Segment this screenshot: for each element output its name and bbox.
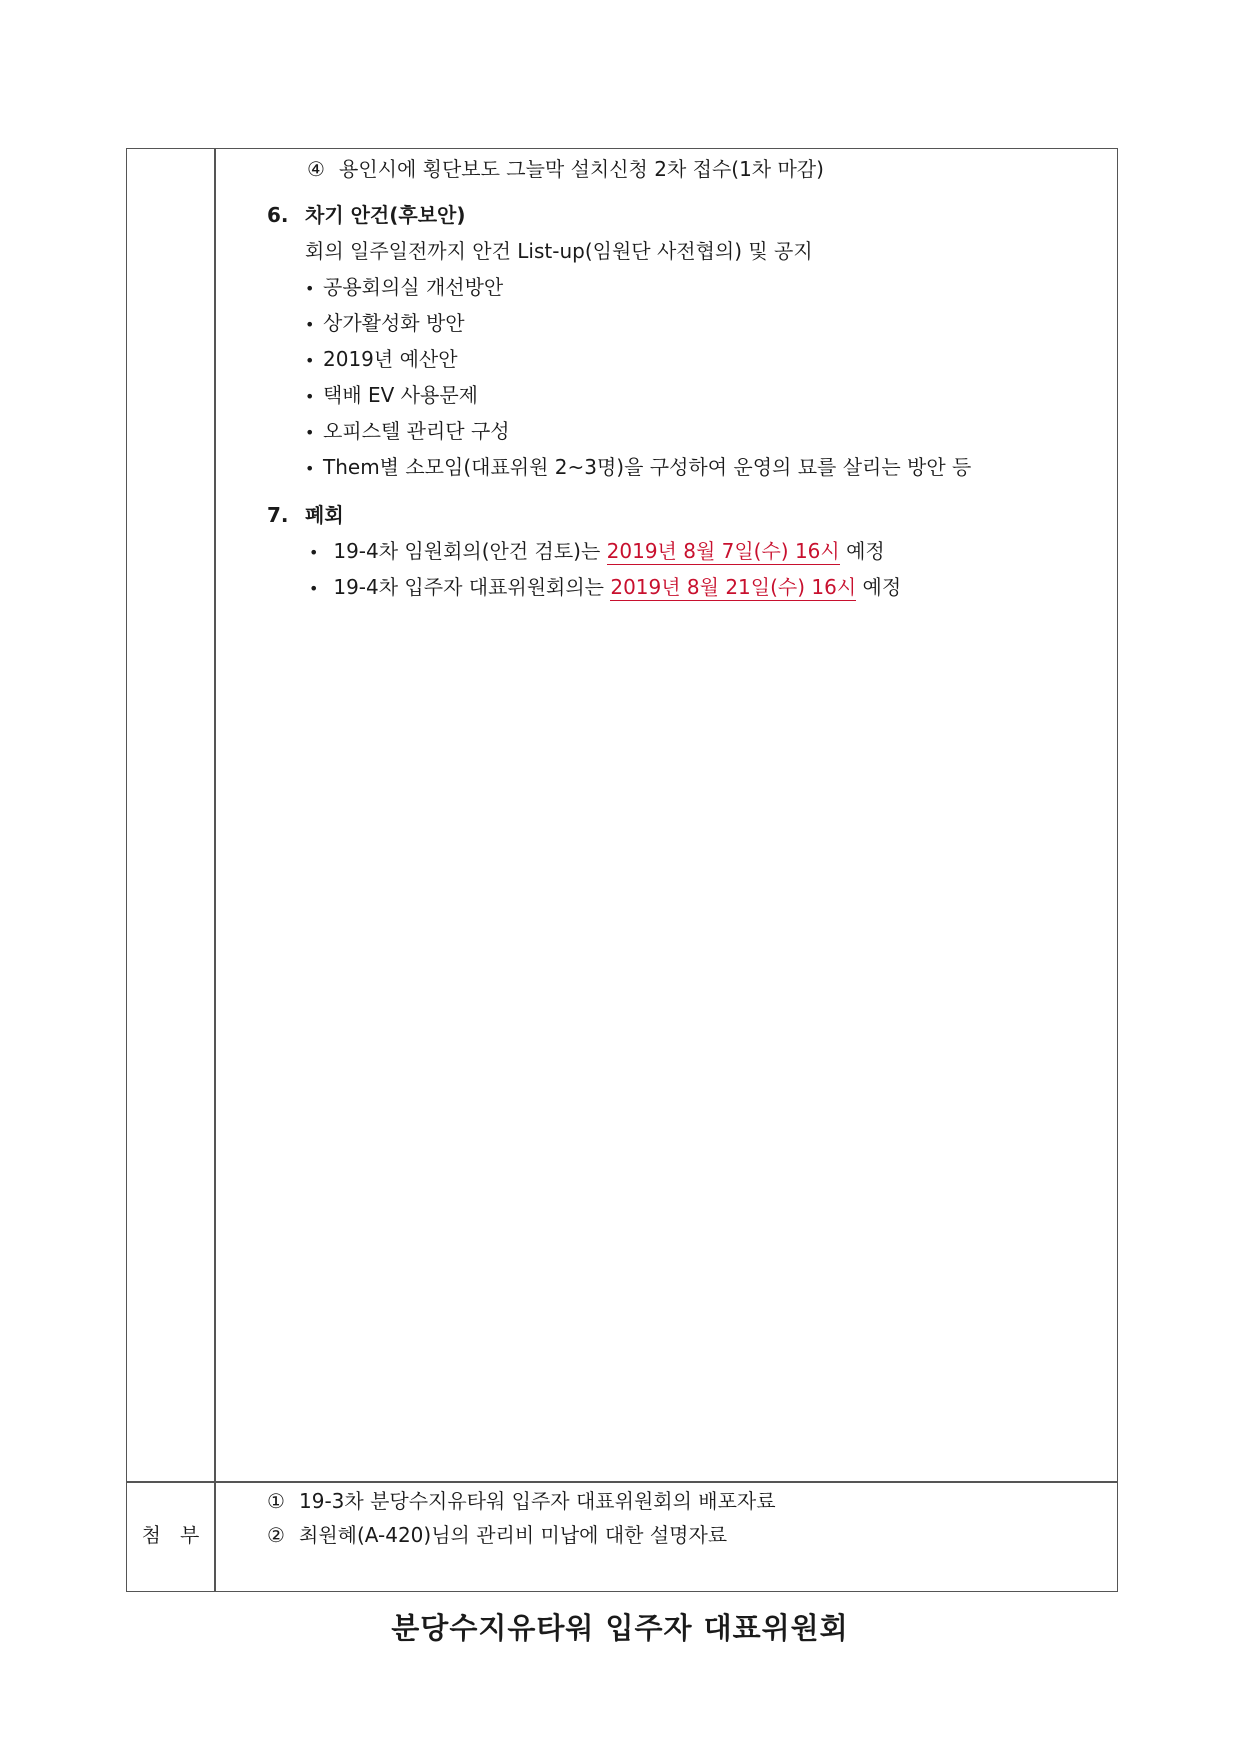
organization-footer: 분당수지유타워 입주자 대표위원회 <box>391 1611 849 1645</box>
section-title: 차기 안건(후보안) <box>305 203 466 227</box>
schedule-item <box>309 538 885 566</box>
attachments-label-text: 첨 부 <box>141 1523 200 1547</box>
section-number: 6. <box>267 203 289 227</box>
item-marker: ② <box>267 1523 285 1547</box>
list-item: • 상가활성화 방안 <box>305 310 465 338</box>
schedule-date: 2019년 8월 21일(수) 16시 <box>610 575 857 599</box>
attachment-item <box>267 1522 727 1548</box>
column-divider <box>214 149 216 1591</box>
list-item: • 택배 EV 사용문제 <box>305 382 478 410</box>
minutes-table <box>126 148 1118 1592</box>
schedule-text: 19-4차 임원회의(안건 검토)는 <box>333 539 607 563</box>
section-title: 폐회 <box>305 503 344 527</box>
list-item: • Them별 소모임(대표위원 2~3명)을 구성하여 운영의 묘를 살리는 방안 등 <box>305 454 971 482</box>
item-marker: ① <box>267 1489 285 1513</box>
attachments-label <box>127 1519 214 1548</box>
schedule-item <box>309 574 901 602</box>
attachment-text: 19-3차 분당수지유타워 입주자 대표위원회의 배포자료 <box>299 1489 776 1513</box>
list-item: • 오피스텔 관리단 구성 <box>305 418 510 446</box>
attachment-text: 최원혜(A-420)님의 관리비 미납에 대한 설명자료 <box>299 1523 728 1547</box>
list-item: • 공용회의실 개선방안 <box>305 274 503 302</box>
row-divider <box>127 1481 1117 1483</box>
schedule-date: 2019년 8월 7일(수) 16시 <box>606 539 840 563</box>
agenda-item-4 <box>307 156 824 182</box>
item-marker: ④ <box>307 157 325 181</box>
section-number: 7. <box>267 503 289 527</box>
schedule-suffix: 예정 <box>839 539 885 563</box>
list-item: • 2019년 예산안 <box>305 346 458 374</box>
section-6-heading <box>267 202 465 228</box>
schedule-text: 19-4차 입주자 대표위원회의는 <box>333 575 611 599</box>
section-7-heading <box>267 502 344 528</box>
schedule-suffix: 예정 <box>856 575 902 599</box>
attachment-item <box>267 1488 776 1514</box>
section-6-intro: 회의 일주일전까지 안건 List-up(임원단 사전협의) 및 공지 <box>305 239 813 263</box>
item-text: 용인시에 횡단보도 그늘막 설치신청 2차 접수(1차 마감) <box>339 157 824 181</box>
